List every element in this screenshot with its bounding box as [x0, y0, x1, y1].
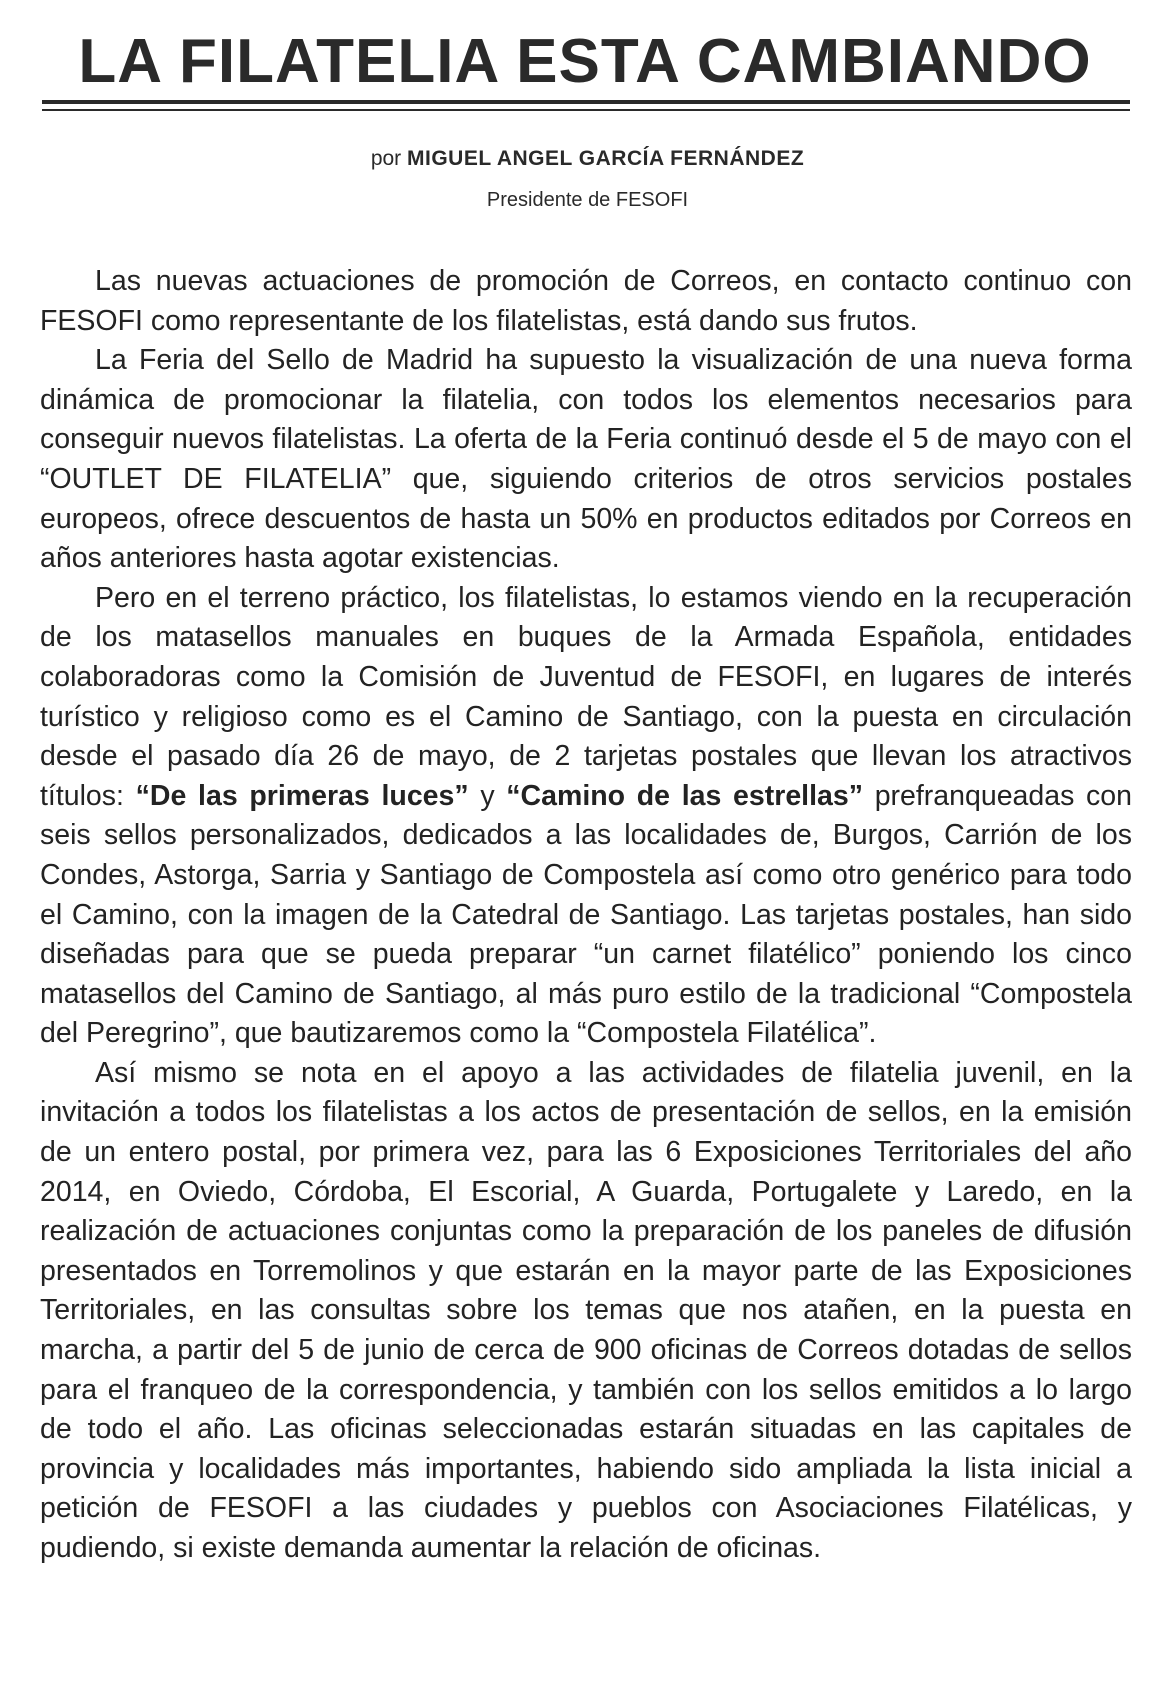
paragraph-3	[40, 579, 1132, 1054]
postcard-title-1: “De las primeras luces”	[135, 779, 469, 812]
article-body	[40, 262, 1132, 1569]
paragraph-2: La Feria del Sello de Madrid ha supuesto la visualización de una nueva forma dinámica de promocionar la filatelia, con todos los elementos necesarios para conseguir nuevos filatelistas. La oferta de la Feria continuó desde el 5 de mayo con el “OUTLET DE FILATELIA” que, siguiendo criterios de otros servicios postales europeos, ofrece descuentos de hasta un 50% en productos editados por Correos en años anteriores hasta agotar existencias.	[40, 344, 1132, 575]
paragraph-3-conjunction: y	[468, 779, 507, 812]
paragraph-4: Así mismo se nota en el apoyo a las actividades de filatelia juvenil, en la invitación a todos los filatelistas a los actos de presentación de sellos, en la emisión de un entero postal, por primera vez, para las 6 Exposiciones Territoriales del año 2014, en Oviedo, Córdoba, El Escorial, A Guarda, Portugalete y Laredo, en la realización de actuaciones conjuntas como la preparación de los paneles de difusión presentados en Torremolinos y que estarán en la mayor parte de las Exposiciones Territoriales, en las consultas sobre los temas que nos atañen, en la puesta en marcha, a partir del 5 de junio de cerca de 900 oficinas de Correos dotadas de sellos para el franqueo de la correspondencia, y también con los sellos emitidos a lo largo de todo el año. Las oficinas seleccionadas estarán situadas en las capitales de provincia y localidades más importantes, habiendo sido ampliada la lista inicial a petición de FESOFI a las ciudades y pueblos con Asociaciones Filatélicas, y pudiendo, si existe demanda aumentar la relación de oficinas.	[40, 1056, 1132, 1564]
byline	[0, 145, 1175, 173]
paragraph-1: Las nuevas actuaciones de promoción de Correos, en contacto continuo con FESOFI como representante de los filatelistas, está dando sus frutos.	[40, 265, 1132, 337]
title-rule-thin	[42, 109, 1130, 111]
article-title: LA FILATELIA ESTA CAMBIANDO	[78, 27, 1092, 96]
author-role: Presidente de FESOFI	[486, 189, 689, 211]
title-rule-thick	[42, 100, 1130, 104]
postcard-title-2: “Camino de las estrellas”	[506, 779, 863, 812]
paragraph-3-text-b: prefranqueadas con seis sellos personalizados, dedicados a las localidades de, Burgos, Carrión de los Condes, Astorga, Sarria y Santiago de Compostela así como otro genérico para todo el Camino, con la imagen de la Catedral de Santiago. Las tarjetas postales, han sido diseñadas para que se pueda preparar “un carnet filatélico” poniendo los cinco matasellos del Camino de Santiago, al más puro estilo de la tradicional “Compostela del Peregrino”, que bautizaremos como la “Compostela Filatélica”.	[40, 779, 1133, 1050]
paragraph-3-text-a: Pero en el terreno práctico, los filatelistas, lo estamos viendo en la recuperación de los matasellos manuales en buques de la Armada Española, entidades colaboradoras como la Comisión de Juventud de FESOFI, en lugares de interés turístico y religioso como es el Camino de Santiago, con la puesta en circulación desde el pasado día 26 de mayo, de 2 tarjetas postales que llevan los atractivos títulos:	[40, 581, 1132, 812]
byline-prefix: por	[370, 147, 407, 170]
author-name: MIGUEL ANGEL GARCÍA FERNÁNDEZ	[407, 147, 805, 170]
